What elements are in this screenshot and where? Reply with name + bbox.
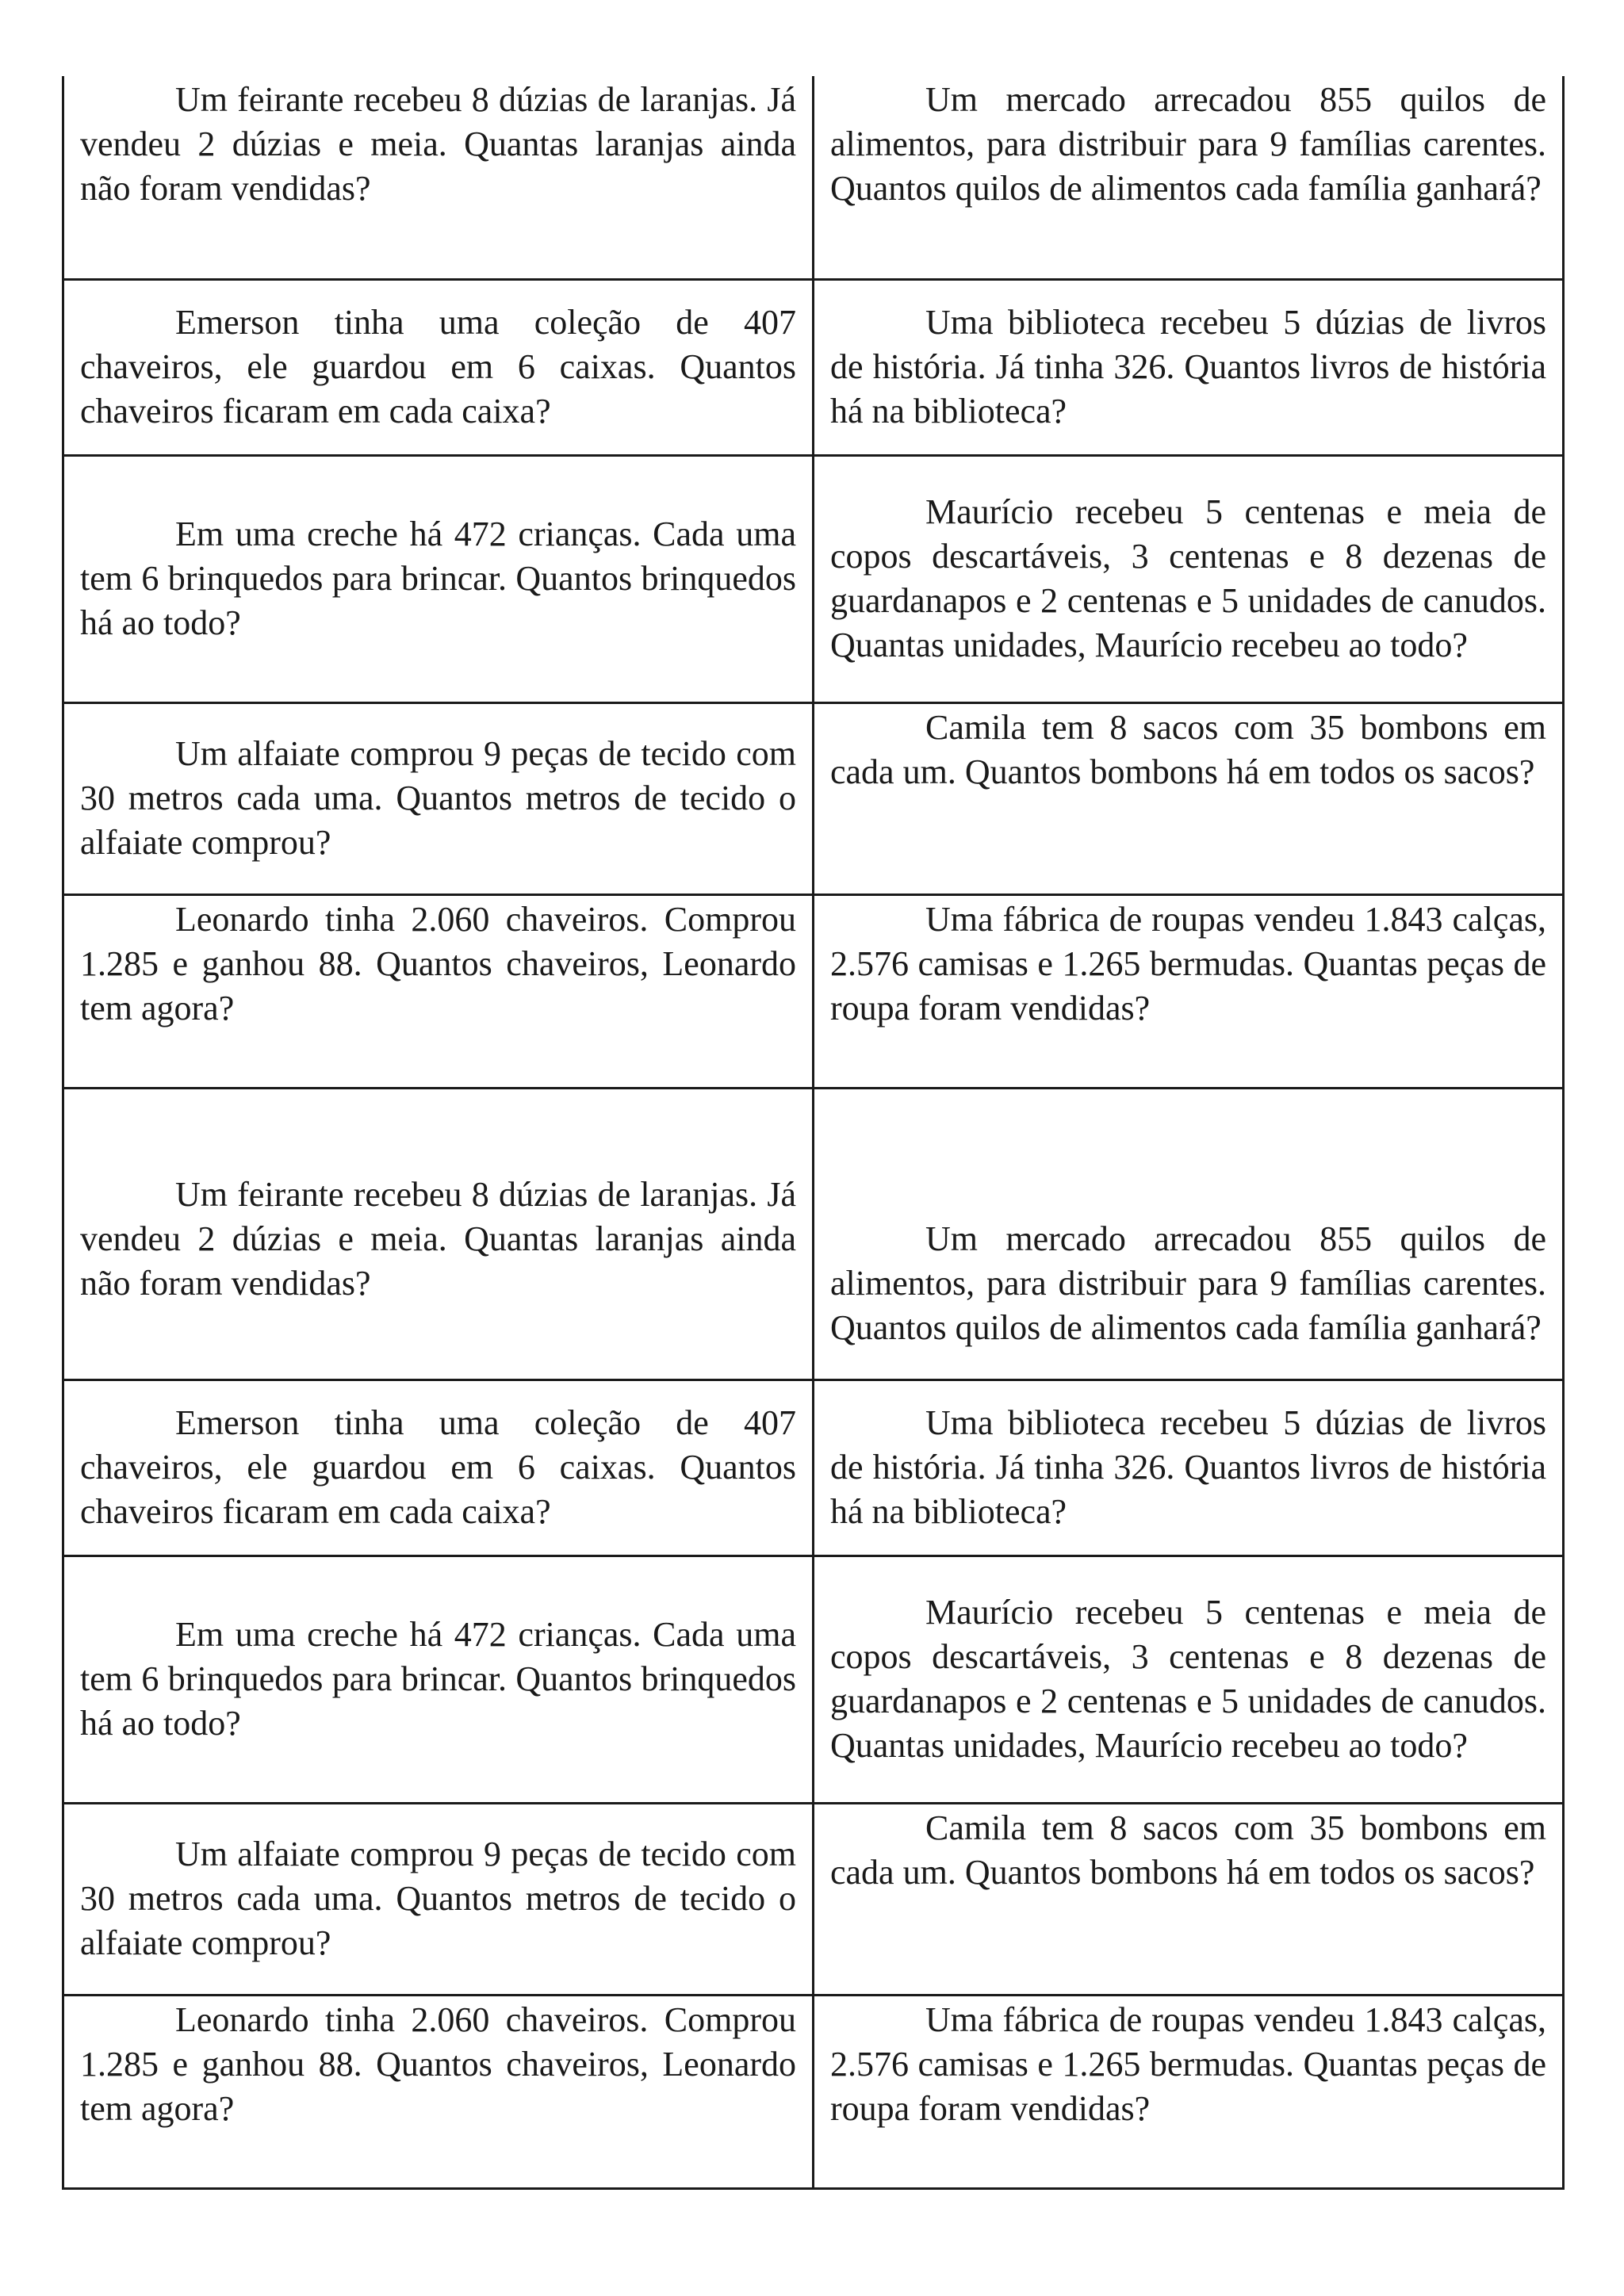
card-row [63,76,1564,279]
problem-text: Um alfaiate comprou 9 peças de tecido com 30 metros cada uma. Quantos metros de tecido o alfaiate comprou? [80,1835,796,1962]
problem-text: Camila tem 8 sacos com 35 bombons em cada um. Quantos bombons há em todos os sacos? [830,1808,1546,1892]
problem-card [63,279,814,455]
problem-text: Leonardo tinha 2.060 chaveiros. Comprou 1.285 e ganhou 88. Quantos chaveiros, Leonardo tem agora? [80,1999,796,2128]
problem-text: Leonardo tinha 2.060 chaveiros. Comprou 1.285 e ganhou 88. Quantos chaveiros, Leonardo tem agora? [80,899,796,1027]
problem-text: Maurício recebeu 5 centenas e meia de copos descartáveis, 3 centenas e 8 dezenas de guardanapos e 2 centenas e 5 unidades de canudos. Quantas unidades, Maurício recebeu ao todo? [830,1593,1546,1765]
card-row [63,702,1564,894]
problem-text: Um alfaiate comprou 9 peças de tecido com 30 metros cada uma. Quantos metros de tecido o alfaiate comprou? [80,734,796,862]
problem-card [63,702,814,894]
problem-text: Maurício recebeu 5 centenas e meia de copos descartáveis, 3 centenas e 8 dezenas de guardanapos e 2 centenas e 5 unidades de canudos. Quantas unidades, Maurício recebeu ao todo? [830,492,1546,664]
card-row [63,1995,1564,2188]
problem-card [814,1803,1564,1995]
problem-card [63,1803,814,1995]
problem-text: Uma fábrica de roupas vendeu 1.843 calças, 2.576 camisas e 1.265 bermudas. Quantas peças de roupa foram vendidas? [830,1999,1546,2128]
problem-card [63,76,814,279]
problem-text: Em uma creche há 472 crianças. Cada uma tem 6 brinquedos para brincar. Quantos brinquedos há ao todo? [80,515,796,642]
card-row [63,455,1564,702]
worksheet [62,76,1562,2190]
problem-text: Camila tem 8 sacos com 35 bombons em cada um. Quantos bombons há em todos os sacos? [830,707,1546,791]
card-row [63,279,1564,455]
problem-text: Uma fábrica de roupas vendeu 1.843 calças, 2.576 camisas e 1.265 bermudas. Quantas peças de roupa foram vendidas? [830,899,1546,1027]
word-problem-cards-table [62,76,1565,2190]
problem-card [63,1556,814,1803]
problem-card [814,1556,1564,1803]
card-row [63,1556,1564,1803]
card-row [63,1088,1564,1380]
problem-card [814,455,1564,702]
problem-card [63,894,814,1088]
problem-card [814,702,1564,894]
problem-text: Um mercado arrecadou 855 quilos de alimentos, para distribuir para 9 famílias carentes. Quantos quilos de alimentos cada família ganhará? [830,1219,1546,1347]
card-row [63,1380,1564,1556]
problem-text: Emerson tinha uma coleção de 407 chaveiros, ele guardou em 6 caixas. Quantos chaveiros ficaram em cada caixa? [80,303,796,430]
problem-card [814,1088,1564,1380]
problem-card [63,455,814,702]
card-row [63,1803,1564,1995]
problem-text: Em uma creche há 472 crianças. Cada uma tem 6 brinquedos para brincar. Quantos brinquedos há ao todo? [80,1615,796,1743]
problem-card [814,76,1564,279]
problem-card [814,1380,1564,1556]
card-row [63,894,1564,1088]
problem-card [63,1995,814,2188]
problem-text: Uma biblioteca recebeu 5 dúzias de livros de história. Já tinha 326. Quantos livros de história há na biblioteca? [830,1403,1546,1531]
problem-text: Um feirante recebeu 8 dúzias de laranjas. Já vendeu 2 dúzias e meia. Quantas laranjas ainda não foram vendidas? [80,1174,796,1303]
problem-card [814,894,1564,1088]
problem-text: Uma biblioteca recebeu 5 dúzias de livros de história. Já tinha 326. Quantos livros de história há na biblioteca? [830,303,1546,430]
problem-text: Um feirante recebeu 8 dúzias de laranjas. Já vendeu 2 dúzias e meia. Quantas laranjas ainda não foram vendidas? [80,80,796,208]
problem-text: Emerson tinha uma coleção de 407 chaveiros, ele guardou em 6 caixas. Quantos chaveiros ficaram em cada caixa? [80,1403,796,1531]
problem-card [814,279,1564,455]
problem-card [814,1995,1564,2188]
problem-text: Um mercado arrecadou 855 quilos de alimentos, para distribuir para 9 famílias carentes. Quantos quilos de alimentos cada família ganhará? [830,80,1546,208]
problem-card [63,1088,814,1380]
problem-card [63,1380,814,1556]
